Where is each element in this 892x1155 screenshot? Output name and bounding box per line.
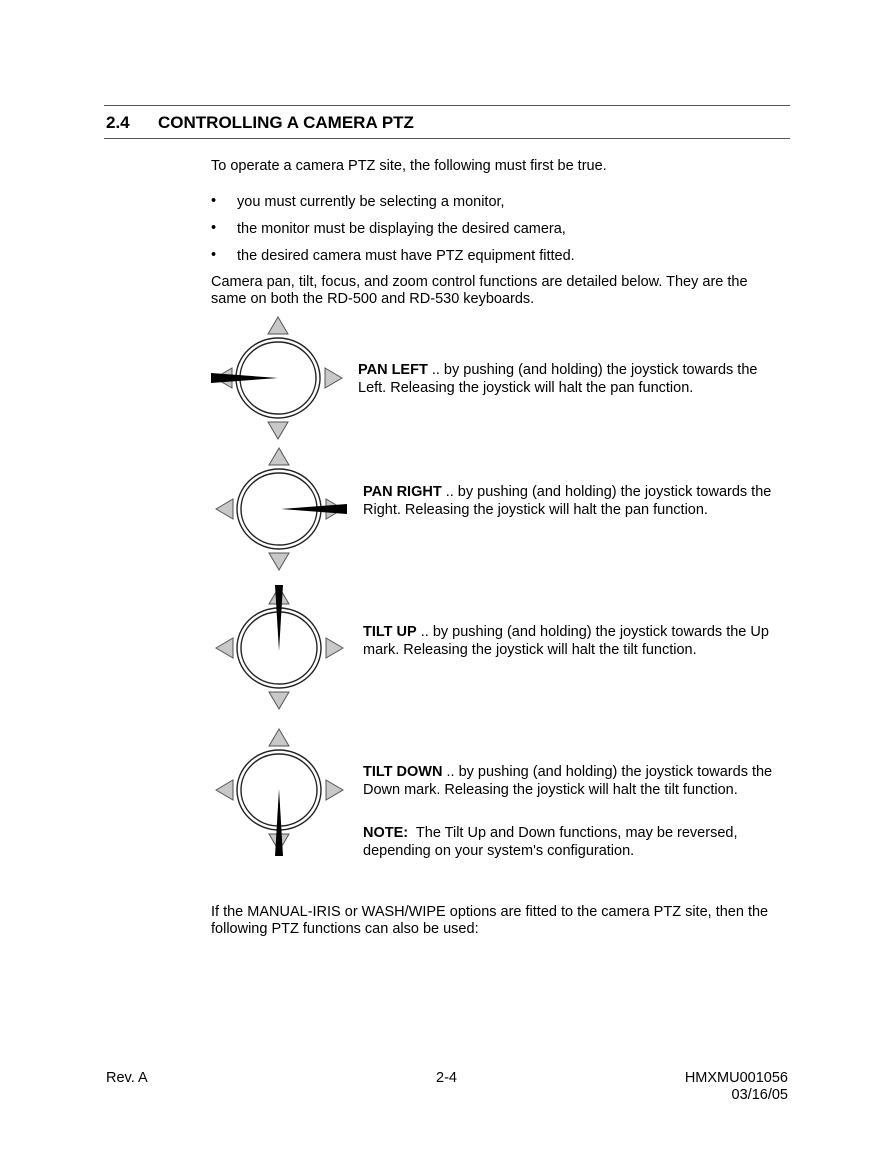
closing-paragraph bbox=[211, 904, 768, 938]
tilt-up-line-2: mark. Releasing the joystick will halt the tilt function. bbox=[363, 642, 697, 658]
pan-right-title: PAN RIGHT bbox=[363, 484, 442, 500]
pan-right-line-2: Right. Releasing the joystick will halt the pan function. bbox=[363, 502, 708, 518]
footer-date: 03/16/05 bbox=[731, 1087, 788, 1103]
arrow-right-icon bbox=[326, 638, 343, 658]
note-label: NOTE: bbox=[363, 825, 409, 841]
tilt-up-title: TILT UP bbox=[363, 624, 417, 640]
joystick-tilt-up-icon bbox=[205, 585, 355, 715]
arrow-up-icon bbox=[268, 317, 288, 334]
section-title: CONTROLLING A CAMERA PTZ bbox=[158, 113, 414, 132]
tilt-up-line-1: .. by pushing (and holding) the joystick towards the Up bbox=[416, 624, 769, 640]
pan-right-line-1: .. by pushing (and holding) the joystick towards the bbox=[441, 484, 772, 500]
tilt-down-line-1: .. by pushing (and holding) the joystick towards the bbox=[442, 764, 773, 780]
footer-page-number: 2-4 bbox=[436, 1070, 457, 1086]
arrow-up-icon bbox=[269, 729, 289, 746]
joystick-tilt-down-icon bbox=[205, 727, 355, 857]
joystick-pan-right-icon bbox=[205, 446, 355, 576]
note-line-1: The Tilt Up and Down functions, may be reversed, bbox=[408, 825, 738, 841]
pan-left-line-2: Left. Releasing the joystick will halt the pan function. bbox=[358, 380, 694, 396]
intro-text: To operate a camera PTZ site, the following must first be true. bbox=[211, 158, 607, 174]
joystick-pan-left-icon bbox=[204, 315, 354, 445]
bullet-3-text: the desired camera must have PTZ equipment fitted. bbox=[237, 248, 575, 264]
arrow-left-icon bbox=[216, 499, 233, 519]
arrow-right-icon bbox=[326, 780, 343, 800]
arrow-right-icon bbox=[325, 368, 342, 388]
tilt-down-description bbox=[363, 763, 772, 799]
closing-line-2: following PTZ functions can also be used: bbox=[211, 921, 479, 937]
top-rule bbox=[104, 105, 790, 106]
pan-left-title: PAN LEFT bbox=[358, 362, 428, 378]
tilt-up-description bbox=[363, 623, 769, 659]
arrow-left-icon bbox=[216, 638, 233, 658]
section-heading bbox=[106, 113, 414, 133]
controls-intro-line-1: Camera pan, tilt, focus, and zoom control functions are detailed below. They are the bbox=[211, 274, 748, 290]
arrow-down-icon bbox=[268, 422, 288, 439]
arrow-down-icon bbox=[269, 692, 289, 709]
pan-left-line-1: .. by pushing (and holding) the joystick towards the bbox=[427, 362, 758, 378]
controls-intro-line-2: same on both the RD-500 and RD-530 keyboards. bbox=[211, 291, 535, 307]
footer-revision: Rev. A bbox=[106, 1070, 148, 1086]
pan-right-description bbox=[363, 483, 771, 519]
section-number: 2.4 bbox=[106, 113, 130, 132]
bullet-1-dot: • bbox=[211, 193, 217, 209]
arrow-up-icon bbox=[269, 448, 289, 465]
footer-doc-id: HMXMU001056 bbox=[684, 1070, 788, 1086]
note bbox=[363, 824, 737, 860]
bullet-2-dot: • bbox=[211, 220, 217, 236]
tilt-down-title: TILT DOWN bbox=[363, 764, 443, 780]
arrow-down-icon bbox=[269, 553, 289, 570]
closing-line-1: If the MANUAL-IRIS or WASH/WIPE options are fitted to the camera PTZ site, then the bbox=[211, 904, 769, 920]
tilt-down-line-2: Down mark. Releasing the joystick will halt the tilt function. bbox=[363, 782, 738, 798]
bullet-3-dot: • bbox=[211, 247, 217, 263]
controls-intro bbox=[211, 274, 748, 308]
bullet-1-text: you must currently be selecting a monitor, bbox=[237, 194, 505, 210]
pan-left-description bbox=[358, 361, 757, 397]
bullet-2-text: the monitor must be displaying the desired camera, bbox=[237, 221, 566, 237]
heading-rule bbox=[104, 138, 790, 139]
note-line-2: depending on your system's configuration. bbox=[363, 843, 635, 859]
arrow-left-icon bbox=[216, 780, 233, 800]
